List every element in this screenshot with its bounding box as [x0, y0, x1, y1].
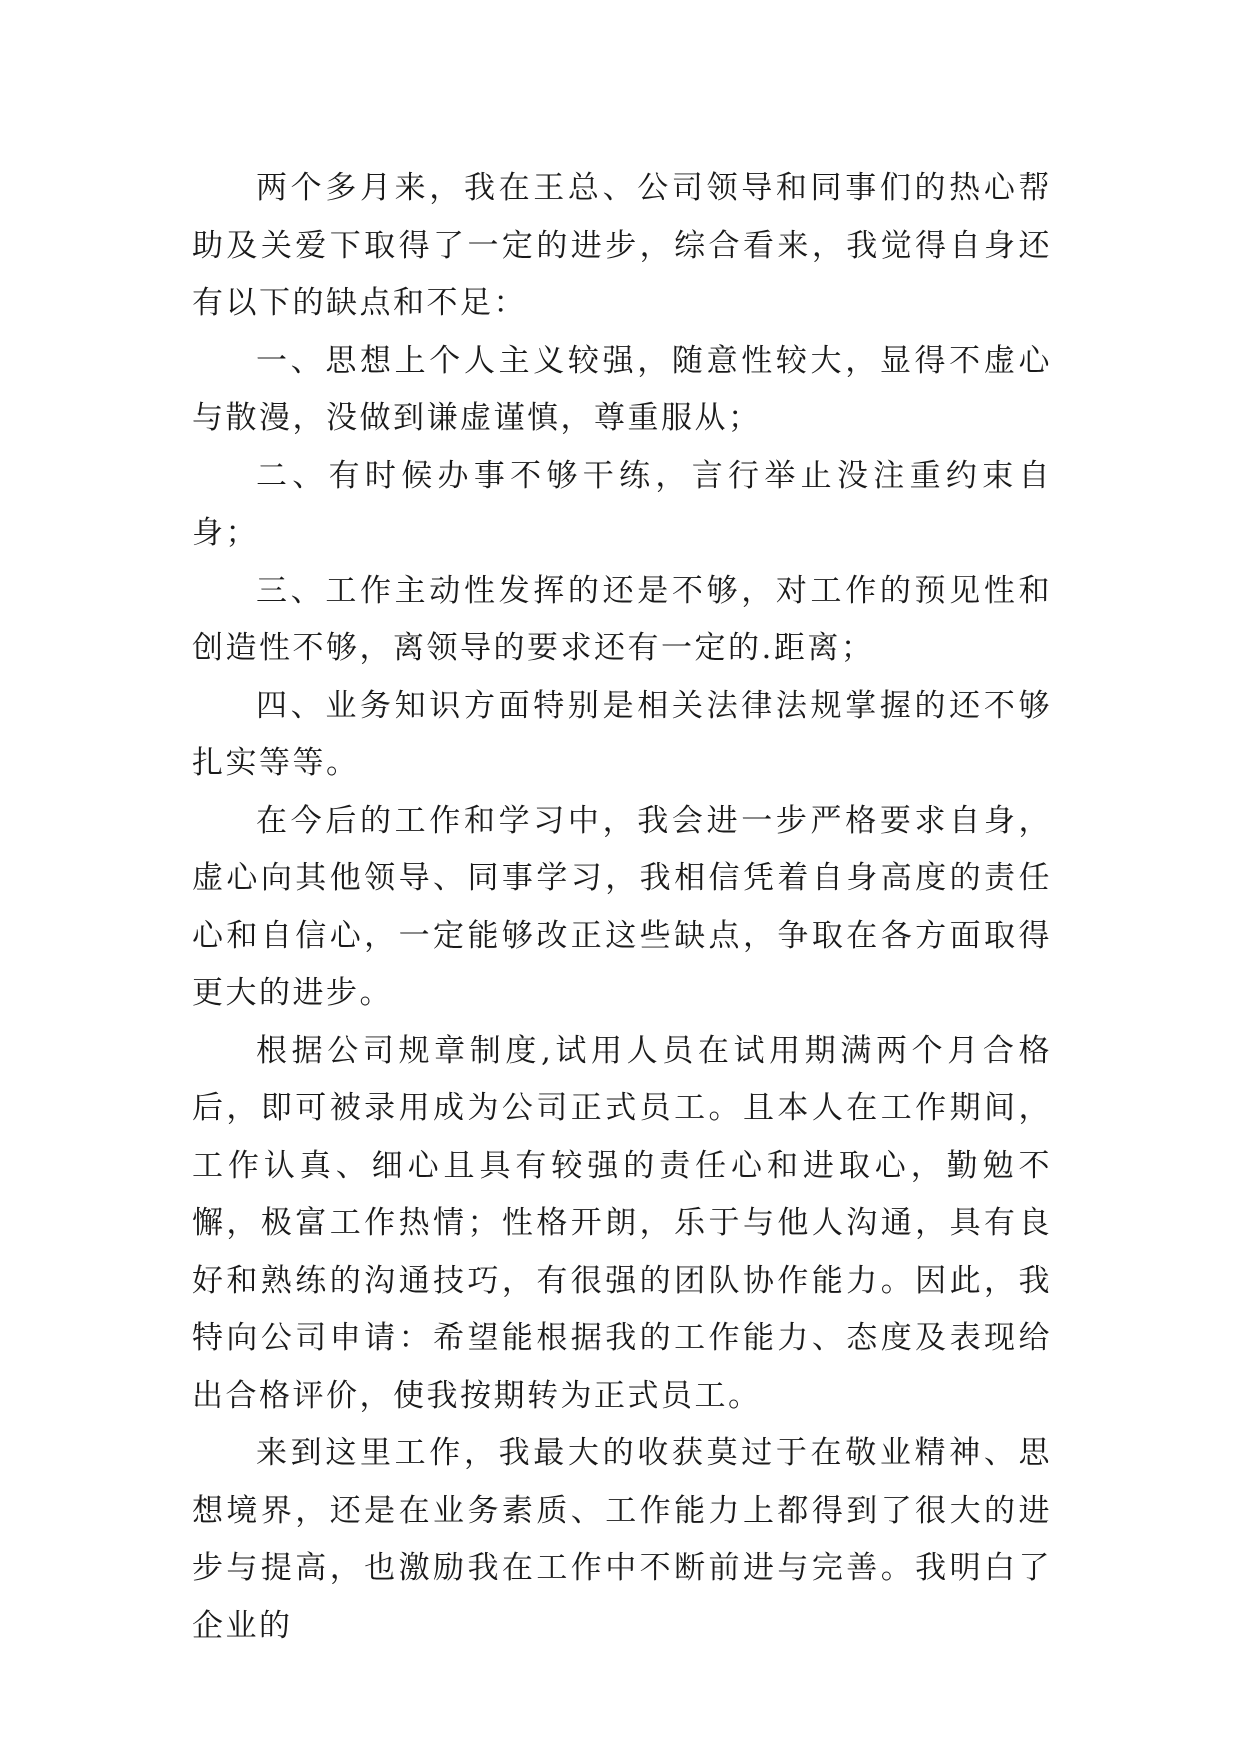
document-body — [192, 160, 1052, 1655]
paragraph-shortcoming-3: 三、工作主动性发挥的还是不够，对工作的预见性和创造性不够，离领导的要求还有一定的.距离； — [192, 572, 1052, 666]
paragraph-application: 根据公司规章制度,试用人员在试用期满两个月合格后，即可被录用成为公司正式员工。且本人在工作期间，工作认真、细心且具有较强的责任心和进取心，勤勉不懈，极富工作热情；性格开朗，乐于与他人沟通，具有良好和熟练的沟通技巧，有很强的团队协作能力。因此，我特向公司申请：希望能根据我的工作能力、态度及表现给出合格评价，使我按期转为正式员工。 — [192, 1032, 1052, 1414]
paragraph-shortcoming-4: 四、业务知识方面特别是相关法律法规掌握的还不够扎实等等。 — [192, 687, 1052, 781]
paragraph-gains: 来到这里工作，我最大的收获莫过于在敬业精神、思想境界，还是在业务素质、工作能力上都得到了很大的进步与提高，也激励我在工作中不断前进与完善。我明白了企业的 — [192, 1435, 1052, 1644]
paragraph-intro: 两个多月来，我在王总、公司领导和同事们的热心帮助及关爱下取得了一定的进步，综合看来，我觉得自身还有以下的缺点和不足： — [192, 170, 1052, 321]
paragraph-shortcoming-1: 一、思想上个人主义较强，随意性较大，显得不虚心与散漫，没做到谦虚谨慎，尊重服从； — [192, 342, 1052, 436]
paragraph-shortcoming-2: 二、有时候办事不够干练，言行举止没注重约束自身； — [192, 457, 1052, 551]
paragraph-improvement: 在今后的工作和学习中，我会进一步严格要求自身，虚心向其他领导、同事学习，我相信凭着自身高度的责任心和自信心，一定能够改正这些缺点，争取在各方面取得更大的进步。 — [192, 802, 1052, 1011]
